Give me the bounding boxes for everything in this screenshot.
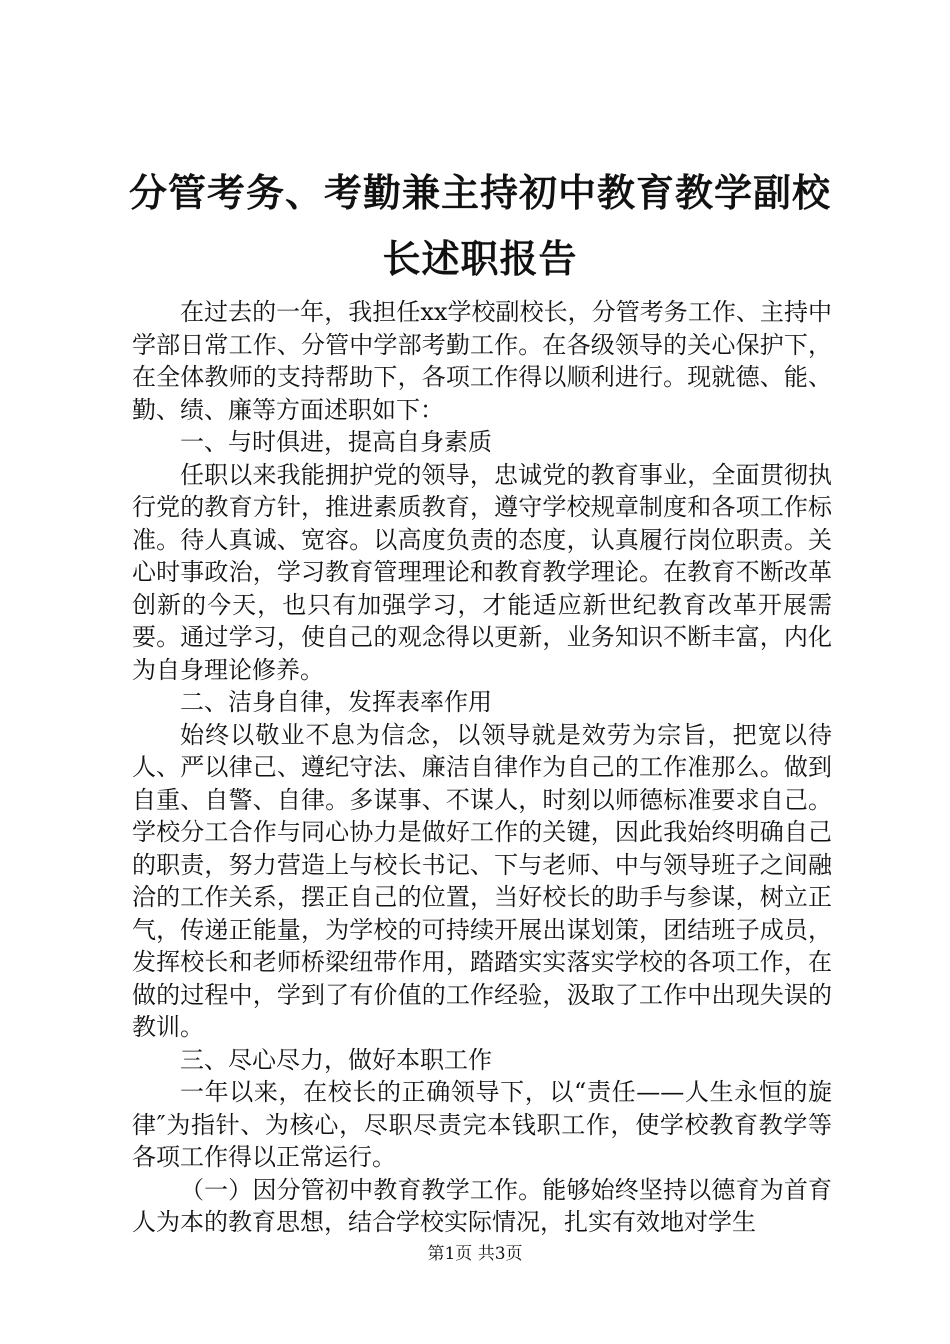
paragraph-section-2: 始终以敬业不息为信念，以领导就是效劳为宗旨，把宽以待人、严以律己、遵纪守法、廉洁自律作为自己的工作准那么。做到自重、自警、自律。多谋事、不谋人，时刻以师德标准要求自己。学校分工合作与同心协力是做好工作的关键，因此我始终明确自己的职责，努力营造上与校长书记、下与老师、中与领导班子之间融洽的工作关系，摆正自己的位置，当好校长的助手与参谋，树立正气，传递正能量，为学校的可持续开展出谋划策，团结班子成员，发挥校长和老师桥梁纽带作用，踏踏实实落实学校的各项工作，在做的过程中，学到了有价值的工作经验，汲取了工作中出现失误的教训。	[132, 720, 832, 1041]
page-number-footer: 第1页 共3页	[427, 1244, 523, 1264]
paragraph-section-1: 任职以来我能拥护党的领导，忠诚党的教育事业，全面贯彻执行党的教育方针，推进素质教育，遵守学校规章制度和各项工作标准。待人真诚、宽容。以高度负责的态度，认真履行岗位职责。关心时事政治，学习教育管理理论和教育教学理论。在教育不断改革创新的今天，也只有加强学习，才能适应新世纪教育改革开展需要。通过学习，使自己的观念得以更新，业务知识不断丰富，内化为自身理论修养。	[132, 460, 832, 684]
paragraph-section-3: 一年以来，在校长的正确领导下，以“责任——人生永恒的旋律″为指针、为核心，尽职尽责完本钱职工作，使学校教育教学等各项工作得以正常运行。	[132, 1078, 832, 1171]
document-body	[132, 296, 832, 1239]
paragraph-intro: 在过去的一年，我担任xx学校副校长，分管考务工作、主持中学部日常工作、分管中学部考勤工作。在各级领导的关心保护下，在全体教师的支持帮助下，各项工作得以顺利进行。现就德、能、勤、绩、廉等方面述职如下：	[132, 298, 832, 424]
document-title: 分管考务、考勤兼主持初中教育教学副校长述职报告	[128, 170, 831, 281]
section-heading-3: 三、尽心尽力，做好本职工作	[180, 1045, 492, 1074]
section-heading-1: 一、与时俱进，提高自身素质	[180, 428, 492, 456]
section-heading-2: 二、洁身自律，发挥表率作用	[180, 688, 492, 716]
paragraph-subsection-1: （一）因分管初中教育教学工作。能够始终坚持以德育为首育人为本的教育思想，结合学校实际情况，扎实有效地对学生	[132, 1175, 832, 1236]
